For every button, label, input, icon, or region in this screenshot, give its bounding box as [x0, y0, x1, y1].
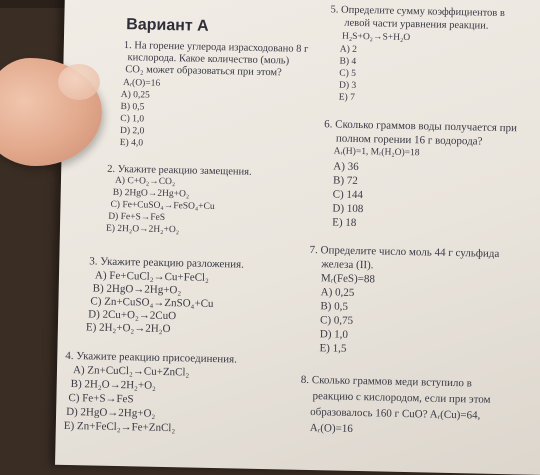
- q6-line2: полном горении 16 г водорода?: [335, 132, 483, 148]
- q2-option-a: A) C+O₂→CO₂: [114, 175, 176, 188]
- q1-option-d: D) 2,0: [119, 126, 145, 137]
- q5-option-a: A) 2: [339, 44, 358, 55]
- q7-option-b: B) 0,5: [320, 300, 349, 313]
- q1-line3: CO₂ может образоваться при этом?: [125, 64, 282, 79]
- q2-option-e: E) 2H₂O→2H₂+O₂: [105, 223, 180, 236]
- q5-option-e: E) 7: [338, 92, 355, 103]
- q1-given: Aᵣ(O)=16: [122, 78, 161, 89]
- q8-line2: реакцию с кислородом, если при этом: [312, 390, 491, 406]
- q8-line4: Aᵣ(O)=16: [309, 422, 353, 435]
- q7-line2: железа (II).: [321, 258, 374, 272]
- q3-option-e: E) 2H₂+O₂→2H₂O: [85, 321, 171, 336]
- q4-option-b: B) 2H₂O→2H₂+O₂: [70, 378, 157, 392]
- q2-option-c: C) Fe+CuSO₄→FeSO₄+Cu: [110, 199, 215, 212]
- q3-option-d: D) 2Cu+O₂→2CuO: [88, 308, 177, 323]
- q2-option-d: D) Fe+S→FeS: [108, 211, 166, 223]
- q5-option-d: D) 3: [338, 80, 357, 91]
- q7-option-d: D) 1,0: [319, 328, 349, 341]
- q7-option-e: E) 1,5: [319, 342, 347, 355]
- q1-option-c: C) 1,0: [120, 114, 145, 125]
- q8-line1: 8. Сколько граммов меди вступило в: [300, 373, 473, 390]
- q5-option-c: C) 5: [339, 68, 357, 79]
- q4-option-c: C) Fe+S→FeS: [68, 391, 134, 406]
- variant-title: Вариант А: [126, 16, 209, 35]
- q1-line2: кислорода. Какое количество (моль): [127, 52, 290, 67]
- q6-line1: 6. Сколько граммов воды получается при: [324, 118, 518, 135]
- q4-title: 4. Укажите реакцию присоединения.: [65, 349, 238, 366]
- q6-given: Aᵣ(H)=1, Mᵣ(H₂O)=18: [333, 146, 420, 159]
- q1-line1: 1. На горение углерода израсходовано 8 г: [123, 40, 309, 55]
- q3-option-a: A) Fe+CuCl₂→Cu+FeCl₂: [94, 269, 210, 284]
- test-sheet: [55, 0, 540, 475]
- q6-option-d: D) 108: [332, 202, 364, 216]
- q7-given: Mᵣ(FeS)=88: [320, 272, 376, 286]
- q8-line3: образовалось 160 г CuO? Aᵣ(Cu)=64,: [310, 406, 481, 422]
- q1-option-e: E) 4,0: [119, 137, 144, 149]
- q5-equation: H₂S+O₂→S+H₂O: [341, 31, 411, 44]
- q6-option-c: C) 144: [332, 188, 364, 202]
- q4-option-d: D) 2HgO→2Hg+O₂: [66, 405, 156, 420]
- q2-title: 2. Укажите реакцию замещения.: [107, 163, 252, 178]
- q5-option-b: B) 4: [339, 56, 357, 67]
- q6-option-b: B) 72: [332, 174, 358, 187]
- q3-option-c: C) Zn+CuSO₄→ZnSO₄+Cu: [90, 295, 214, 310]
- finger-nail: [58, 64, 100, 100]
- q5-line2: левой части уравнения реакции.: [344, 17, 489, 32]
- q4-option-a: A) Zn+CuCl₂→Cu+ZnCl₂: [72, 364, 190, 379]
- q5-line1: 5. Определите сумму коэффициентов в: [330, 4, 506, 20]
- q6-option-e: E) 18: [332, 216, 357, 229]
- q4-option-e: E) Zn+FeCl₂→Fe+ZnCl₂: [63, 419, 176, 435]
- q7-option-c: C) 0,75: [319, 314, 354, 327]
- q3-option-b: B) 2HgO→2Hg+O₂: [92, 282, 182, 297]
- q7-line1: 7. Определите число моль 44 г сульфида: [309, 243, 500, 260]
- q7-option-a: A) 0,25: [320, 286, 355, 299]
- q3-title: 3. Укажите реакцию разложения.: [89, 255, 245, 271]
- q6-option-a: A) 36: [333, 160, 359, 174]
- q1-option-b: B) 0,5: [120, 102, 145, 113]
- q1-option-a: A) 0,25: [120, 90, 150, 101]
- q2-option-b: B) 2HgO→2Hg+O₂: [112, 187, 190, 200]
